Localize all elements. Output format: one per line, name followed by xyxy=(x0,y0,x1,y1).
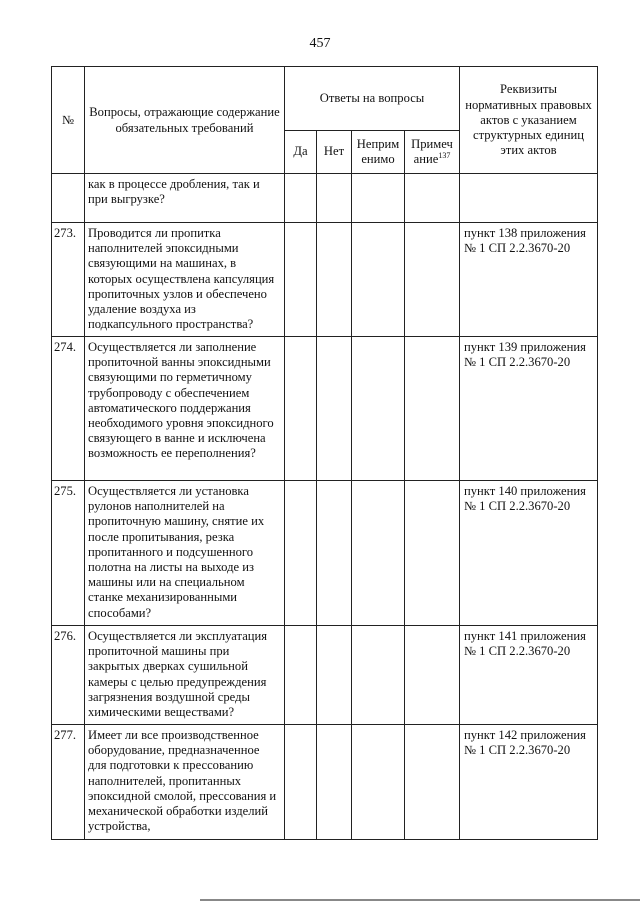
answer-not-applicable-cell[interactable] xyxy=(352,481,405,626)
answer-no-cell[interactable] xyxy=(317,174,352,223)
header-requisites: Реквизиты нормативных правовых актов с указанием структурных единиц этих актов xyxy=(460,67,598,174)
answer-no-cell[interactable] xyxy=(317,337,352,481)
answer-yes-cell[interactable] xyxy=(285,174,317,223)
answer-not-applicable-cell[interactable] xyxy=(352,174,405,223)
answer-no-cell[interactable] xyxy=(317,223,352,337)
answer-yes-cell[interactable] xyxy=(285,626,317,725)
table-row xyxy=(52,481,598,626)
answer-note-cell[interactable] xyxy=(405,223,460,337)
table-header-row xyxy=(52,67,598,131)
table-row xyxy=(52,725,598,840)
row-requisite: пункт 140 приложения № 1 СП 2.2.3670-20 xyxy=(460,481,598,626)
row-number: 275. xyxy=(52,481,85,626)
row-requisite: пункт 142 приложения № 1 СП 2.2.3670-20 xyxy=(460,725,598,840)
answer-note-cell[interactable] xyxy=(405,337,460,481)
answer-yes-cell[interactable] xyxy=(285,725,317,840)
answer-yes-cell[interactable] xyxy=(285,223,317,337)
table-row xyxy=(52,626,598,725)
row-question: Проводится ли пропитка наполнителей эпоксидными связующими на машинах, в которых осуществлена капсуляция пропиточных узлов и обеспечено удаление воздуха из подкапсульного пространства? xyxy=(85,223,285,337)
header-questions: Вопросы, отражающие содержание обязательных требований xyxy=(85,67,285,174)
answer-no-cell[interactable] xyxy=(317,481,352,626)
requirements-table xyxy=(51,66,598,840)
row-question: Осуществляется ли заполнение пропиточной ванны эпоксидными связующими по герметичному трубопроводу с обеспечением автоматического поддержания необходимого уровня эпоксидного связующего в ванне и исключена возможность ее переполнения? xyxy=(85,337,285,481)
header-yes: Да xyxy=(285,131,317,174)
answer-note-cell[interactable] xyxy=(405,626,460,725)
row-number: 277. xyxy=(52,725,85,840)
header-not-applicable: Неприм енимо xyxy=(352,131,405,174)
row-number: 276. xyxy=(52,626,85,725)
page-number: 457 xyxy=(309,36,331,51)
answer-note-cell[interactable] xyxy=(405,174,460,223)
row-question: Осуществляется ли эксплуатация пропиточной машины при закрытых дверках сушильной камеры с целью предупреждения загрязнения воздушной среды химическими веществами? xyxy=(85,626,285,725)
table-row xyxy=(52,174,598,223)
table-row xyxy=(52,337,598,481)
answer-note-cell[interactable] xyxy=(405,725,460,840)
answer-not-applicable-cell[interactable] xyxy=(352,223,405,337)
answer-yes-cell[interactable] xyxy=(285,481,317,626)
row-number xyxy=(52,174,85,223)
scan-edge-line xyxy=(200,899,640,901)
header-no-answer: Нет xyxy=(317,131,352,174)
answer-not-applicable-cell[interactable] xyxy=(352,337,405,481)
header-number: № xyxy=(52,67,85,174)
answer-note-cell[interactable] xyxy=(405,481,460,626)
row-number: 273. xyxy=(52,223,85,337)
answer-not-applicable-cell[interactable] xyxy=(352,725,405,840)
row-question: как в процессе дробления, так и при выгрузке? xyxy=(85,174,285,223)
row-requisite: пункт 138 приложения № 1 СП 2.2.3670-20 xyxy=(460,223,598,337)
answer-yes-cell[interactable] xyxy=(285,337,317,481)
row-question: Осуществляется ли установка рулонов наполнителей на пропиточную машину, снятие их после пропитывания, резка пропитанного и подсушенного полотна на листы на выходе из машины или на специальном станке механизированными способами? xyxy=(85,481,285,626)
footnote-marker: 137 xyxy=(438,150,451,160)
header-note-label: Примеч ание xyxy=(411,136,453,166)
row-question: Имеет ли все производственное оборудование, предназначенное для подготовки к прессованию наполнителей, пропитанных эпоксидной смолой, прессования и механической обработки изделий устройства, xyxy=(85,725,285,840)
header-note xyxy=(405,131,460,174)
row-number: 274. xyxy=(52,337,85,481)
row-requisite xyxy=(460,174,598,223)
table-row xyxy=(52,223,598,337)
answer-no-cell[interactable] xyxy=(317,626,352,725)
answer-no-cell[interactable] xyxy=(317,725,352,840)
header-answers: Ответы на вопросы xyxy=(285,67,460,131)
row-requisite: пункт 139 приложения № 1 СП 2.2.3670-20 xyxy=(460,337,598,481)
row-requisite: пункт 141 приложения № 1 СП 2.2.3670-20 xyxy=(460,626,598,725)
answer-not-applicable-cell[interactable] xyxy=(352,626,405,725)
